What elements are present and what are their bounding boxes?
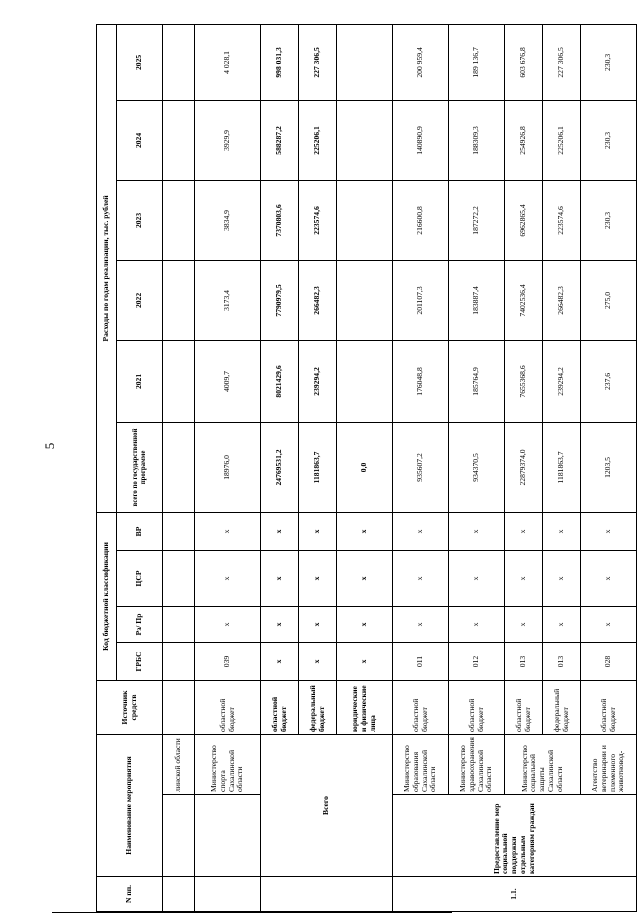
cell-2025 xyxy=(163,24,195,100)
cell-total: 1181863,7 xyxy=(299,422,337,512)
cell-rzpr: х xyxy=(261,606,299,642)
cell-2022: 7790979,5 xyxy=(261,260,299,340)
cell-vr: х xyxy=(393,512,449,550)
cell-grbs: 011 xyxy=(393,642,449,680)
cell-grbs: х xyxy=(261,642,299,680)
cell-executor: Министерство социальной защиты Сахалинской области xyxy=(505,734,581,794)
cell-rzpr: х xyxy=(505,606,543,642)
cell-rzpr: х xyxy=(393,606,449,642)
cell-2025 xyxy=(337,24,393,100)
budget-table xyxy=(96,24,637,912)
cell-2024: 3929,9 xyxy=(195,100,261,180)
header-csr: ЦСР xyxy=(117,550,163,606)
cell-total: 1203,5 xyxy=(581,422,637,512)
cell-name xyxy=(163,795,195,877)
cell-2023: 187272,2 xyxy=(449,180,505,260)
cell-total: 24769531,2 xyxy=(261,422,299,512)
cell-total: 1181863,7 xyxy=(543,422,581,512)
header-rzpr: Рз/ Пр xyxy=(117,606,163,642)
table-row xyxy=(581,24,637,911)
bottom-rule xyxy=(52,912,452,913)
cell-source: областной бюджет xyxy=(581,680,637,734)
cell-2021: 176048,8 xyxy=(393,340,449,422)
cell-2022 xyxy=(337,260,393,340)
cell-vr: х xyxy=(581,512,637,550)
cell-2024: 230,3 xyxy=(581,100,637,180)
cell-vr xyxy=(163,512,195,550)
cell-2021: 185764,9 xyxy=(449,340,505,422)
cell-2023: 223574,6 xyxy=(543,180,581,260)
header-total: всего по государственной программе xyxy=(117,422,163,512)
cell-csr: х xyxy=(543,550,581,606)
cell-2024: 225206,1 xyxy=(543,100,581,180)
cell-vr: х xyxy=(195,512,261,550)
cell-total: 934370,5 xyxy=(449,422,505,512)
cell-2022: 201107,3 xyxy=(393,260,449,340)
cell-2021 xyxy=(163,340,195,422)
cell-csr: х xyxy=(505,550,543,606)
cell-2023: 216600,8 xyxy=(393,180,449,260)
cell-2024: 588287,2 xyxy=(261,100,299,180)
cell-source: федеральный бюджет xyxy=(299,680,337,734)
cell-rzpr: х xyxy=(581,606,637,642)
header-year-2023: 2023 xyxy=(117,180,163,260)
cell-total xyxy=(163,422,195,512)
cell-executor: Министерство образования Сахалинской области xyxy=(393,734,449,794)
cell-2024: 188309,3 xyxy=(449,100,505,180)
cell-2025: 189 136,7 xyxy=(449,24,505,100)
rotated-table-wrapper xyxy=(96,25,630,912)
cell-rzpr: х xyxy=(543,606,581,642)
cell-2022: 7402536,4 xyxy=(505,260,543,340)
table-row xyxy=(163,24,195,911)
cell-total: 935607,2 xyxy=(393,422,449,512)
cell-source: областной бюджет xyxy=(449,680,505,734)
cell-source: областной бюджет xyxy=(261,680,299,734)
cell-csr: х xyxy=(195,550,261,606)
cell-rzpr: х xyxy=(449,606,505,642)
cell-name-1-1: Предоставление мер социальной поддержки отдельным категориям граждан xyxy=(393,795,637,877)
cell-2022 xyxy=(163,260,195,340)
cell-2021: 4009,7 xyxy=(195,340,261,422)
cell-2023: 7370803,6 xyxy=(261,180,299,260)
cell-grbs: х xyxy=(299,642,337,680)
cell-rzpr: х xyxy=(195,606,261,642)
cell-csr: х xyxy=(337,550,393,606)
cell-vr: х xyxy=(449,512,505,550)
table-row xyxy=(449,24,505,911)
cell-total: 0,0 xyxy=(337,422,393,512)
cell-total-label: Всего xyxy=(261,734,393,876)
cell-2021: 237,6 xyxy=(581,340,637,422)
header-vr: ВР xyxy=(117,512,163,550)
cell-2023: 230,3 xyxy=(581,180,637,260)
cell-2024: 140890,9 xyxy=(393,100,449,180)
header-year-2024: 2024 xyxy=(117,100,163,180)
cell-2021: 239294,2 xyxy=(299,340,337,422)
cell-2024 xyxy=(337,100,393,180)
cell-source: областной бюджет xyxy=(195,680,261,734)
header-year-2021: 2021 xyxy=(117,340,163,422)
cell-csr: х xyxy=(449,550,505,606)
cell-grbs: х xyxy=(337,642,393,680)
header-year-2022: 2022 xyxy=(117,260,163,340)
header-source: Источник средств xyxy=(97,680,163,734)
cell-source: федеральный бюджет xyxy=(543,680,581,734)
cell-vr: х xyxy=(337,512,393,550)
cell-2024: 225206,1 xyxy=(299,100,337,180)
cell-grbs: 028 xyxy=(581,642,637,680)
cell-csr: х xyxy=(299,550,337,606)
cell-2023 xyxy=(337,180,393,260)
cell-total: 22879374,0 xyxy=(505,422,543,512)
cell-grbs: 013 xyxy=(543,642,581,680)
cell-2024: 254926,8 xyxy=(505,100,543,180)
cell-executor: Министерство здравоохранения Сахалинской области xyxy=(449,734,505,794)
table-row xyxy=(505,24,543,911)
cell-executor: Министерство спорта Сахалинской области xyxy=(195,734,261,794)
cell-n xyxy=(163,877,195,912)
cell-2021 xyxy=(337,340,393,422)
cell-source: областной бюджет xyxy=(505,680,543,734)
cell-name xyxy=(195,795,261,877)
cell-n xyxy=(195,877,261,912)
header-code-group: Код бюджетной классификации xyxy=(97,512,117,680)
cell-n-1-1: 1.1. xyxy=(393,877,637,912)
header-year-2025: 2025 xyxy=(117,24,163,100)
cell-csr xyxy=(163,550,195,606)
cell-csr: х xyxy=(393,550,449,606)
cell-2025: 603 676,8 xyxy=(505,24,543,100)
cell-2022: 266482,3 xyxy=(543,260,581,340)
cell-executor: линской области xyxy=(163,734,195,794)
cell-2021: 7655368,6 xyxy=(505,340,543,422)
cell-2021: 239294,2 xyxy=(543,340,581,422)
cell-vr: х xyxy=(543,512,581,550)
cell-2023 xyxy=(163,180,195,260)
table-row xyxy=(393,24,449,911)
cell-vr: х xyxy=(505,512,543,550)
cell-2024 xyxy=(163,100,195,180)
cell-csr: х xyxy=(581,550,637,606)
cell-grbs: 013 xyxy=(505,642,543,680)
cell-2025: 998 031,3 xyxy=(261,24,299,100)
cell-vr: х xyxy=(261,512,299,550)
cell-2025: 230,3 xyxy=(581,24,637,100)
table-row xyxy=(261,24,299,911)
cell-executor: Агентство ветеринарии и племенного животновод- xyxy=(581,734,637,794)
cell-source xyxy=(163,680,195,734)
cell-2021: 8021429,6 xyxy=(261,340,299,422)
cell-rzpr xyxy=(163,606,195,642)
header-name: Наименование мероприятия xyxy=(97,734,163,876)
header-n: N пп. xyxy=(97,877,163,912)
cell-2025: 200 959,4 xyxy=(393,24,449,100)
cell-grbs: 039 xyxy=(195,642,261,680)
cell-2022: 183887,4 xyxy=(449,260,505,340)
cell-source: юридические и физические лица xyxy=(337,680,393,734)
cell-2022: 3173,4 xyxy=(195,260,261,340)
cell-2022: 266482,3 xyxy=(299,260,337,340)
cell-2023: 223574,6 xyxy=(299,180,337,260)
cell-n xyxy=(261,877,393,912)
header-expenses-group: Расходы по годам реализации, тыс. рублей xyxy=(97,24,117,512)
cell-2025: 227 306,5 xyxy=(543,24,581,100)
cell-rzpr: х xyxy=(299,606,337,642)
cell-source: областной бюджет xyxy=(393,680,449,734)
cell-grbs xyxy=(163,642,195,680)
cell-2025: 227 306,5 xyxy=(299,24,337,100)
cell-grbs: 012 xyxy=(449,642,505,680)
cell-2022: 275,0 xyxy=(581,260,637,340)
cell-2023: 3834,9 xyxy=(195,180,261,260)
cell-total: 18976,0 xyxy=(195,422,261,512)
cell-rzpr: х xyxy=(337,606,393,642)
cell-2025: 4 028,1 xyxy=(195,24,261,100)
table-row xyxy=(195,24,261,911)
header-grbs: ГРБС xyxy=(117,642,163,680)
cell-csr: х xyxy=(261,550,299,606)
cell-2023: 6962865,4 xyxy=(505,180,543,260)
cell-vr: х xyxy=(299,512,337,550)
page-number: 5 xyxy=(42,442,57,450)
